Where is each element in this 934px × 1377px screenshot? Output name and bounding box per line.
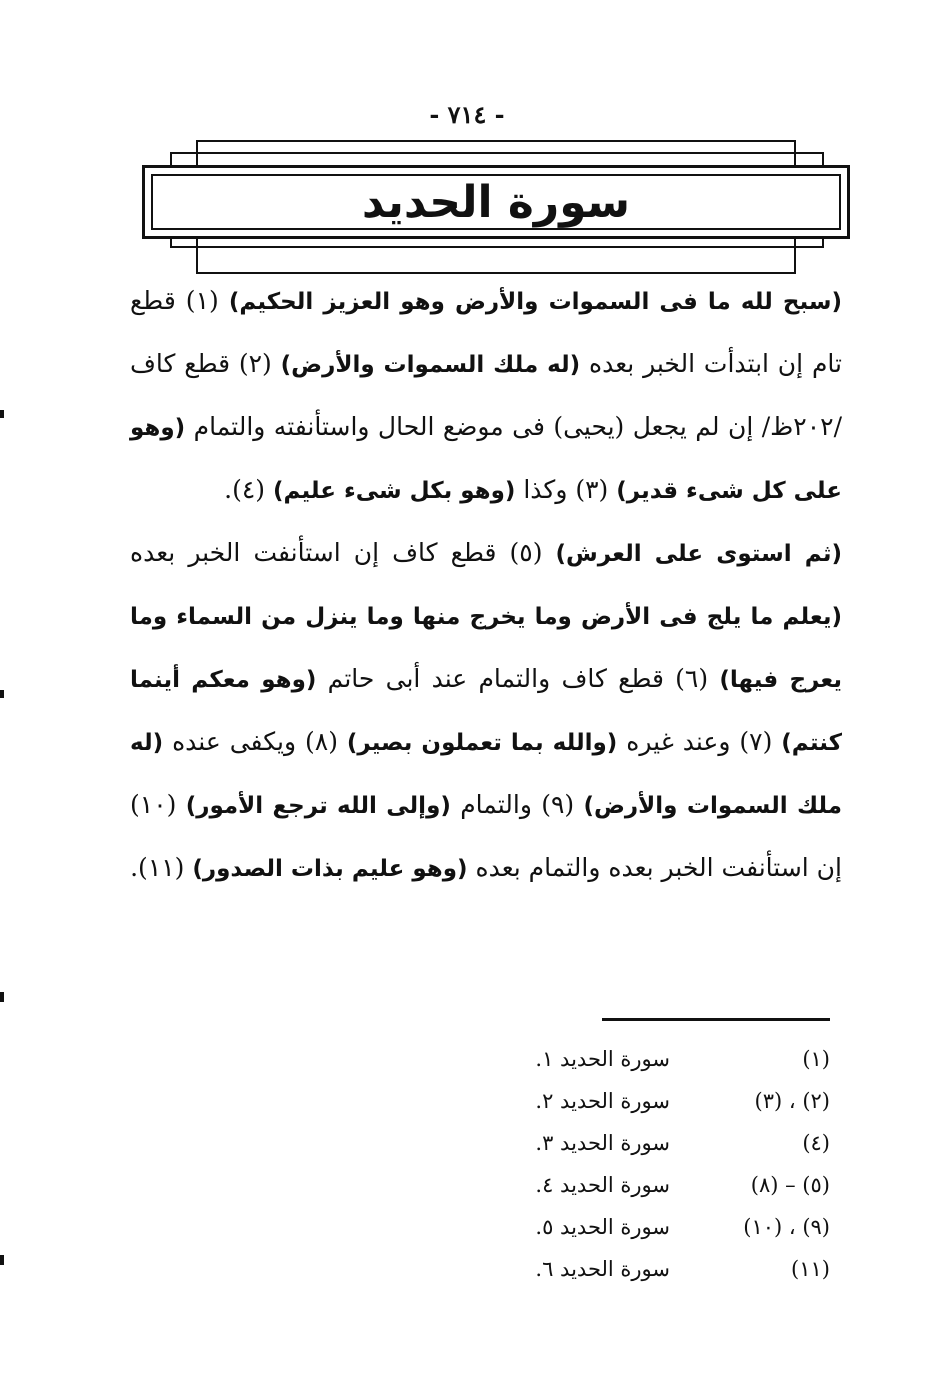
quran-quote: (له ملك السموات والأرض) [280,352,581,378]
footnote-source: سورة الحديد ٣. [535,1131,670,1155]
paragraph [130,522,842,900]
commentary-text: (٩) والتمام [450,790,584,819]
quran-quote: (وهو بكل شىء عليم) [272,478,516,504]
commentary-text: (٨) ويكفى عنده [163,727,347,756]
main-text [130,270,842,900]
quran-quote: (وهو على كل شىء قدير) [130,415,842,504]
quran-quote: (ثم استوى على العرش) [555,541,842,567]
commentary-text: (٦) قطع كاف والتمام عند أبى حاتم [316,664,720,693]
quran-quote: (يعلم ما يلج فى الأرض وما يخرج منها وما ينزل من السماء وما يعرج فيها) [130,604,842,693]
commentary-text: (٤). [224,475,273,504]
footnote-ref: (١١) [791,1257,830,1281]
commentary-text: (٢) [230,349,281,378]
quran-quote: (سبح لله ما فى السموات والأرض وهو العزيز الحكيم) [228,289,843,315]
margin-mark [0,410,4,418]
commentary-text: (١١). [130,853,193,882]
commentary-text: (١٠) إن استأنفت الخبر بعده والتمام بعده [130,790,842,882]
footnote-source: سورة الحديد ٥. [535,1215,670,1239]
commentary-text: (١) [175,286,229,315]
footnote-ref: (١) [802,1047,830,1071]
commentary-text: (٧) وعند غيره [617,727,782,756]
footnote-source: سورة الحديد ١. [535,1047,670,1071]
footnote-row [500,1248,830,1290]
margin-mark [0,690,4,698]
footnote-row [500,1206,830,1248]
surah-title: سورة الحديد [361,176,631,228]
quran-quote: (له ملك السموات والأرض) [130,730,843,819]
footnote-source: سورة الحديد ٤. [535,1173,670,1197]
commentary-text: قطع تام إن ابتدأت الخبر بعده [130,286,842,378]
commentary-text: (٣) وكذا [515,475,617,504]
quran-quote: (وهو عليم بذات الصدور) [192,856,468,882]
page-number: - ٧١٤ - [429,100,505,129]
footnote-ref: (٢) ، (٣) [754,1089,830,1113]
paragraph [130,270,842,522]
footnote-source: سورة الحديد ٦. [535,1257,670,1281]
footnote-ref: (٩) ، (١٠) [743,1215,830,1239]
quran-quote: (وإلى الله ترجع الأمور) [185,793,451,819]
footnote-ref: (٥) – (٨) [750,1173,830,1197]
quran-quote: (والله بما تعملون بصير) [346,730,618,756]
footnote-row [500,1122,830,1164]
title-box [142,165,850,239]
quran-quote: (وهو معكم أينما كنتم) [130,667,842,756]
margin-mark [0,992,4,1002]
margin-mark [0,1255,4,1265]
footnote-ref: (٤) [802,1131,830,1155]
footnote-row [500,1164,830,1206]
footnote-row [500,1080,830,1122]
footnotes [500,1038,830,1290]
commentary-text: قطع كاف /٢٠٢ظ/ إن لم يجعل (يحيى) فى موضع الحال واستأنفته والتمام [130,349,842,441]
commentary-text: (٥) قطع كاف إن استأنفت الخبر بعده [130,538,556,567]
footnote-source: سورة الحديد ٢. [535,1089,670,1113]
footnote-row [500,1038,830,1080]
footnote-separator [602,1018,830,1021]
